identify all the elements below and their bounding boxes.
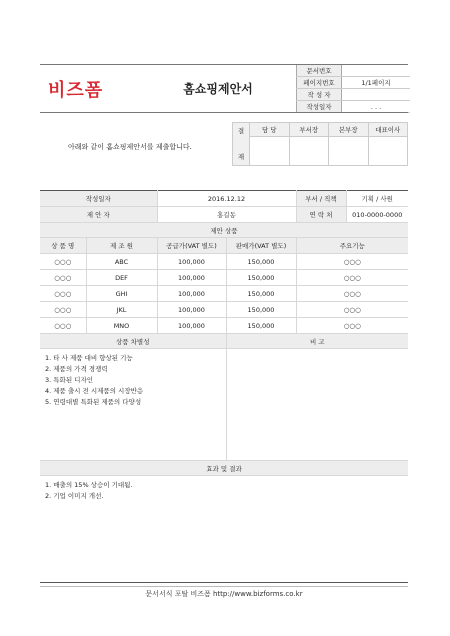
approval-sign-box[interactable]	[289, 137, 329, 166]
list-item: 5. 연령대별 특화된 제품의 다양성	[45, 398, 142, 406]
meta-value-author[interactable]	[342, 89, 411, 101]
product-name-cell[interactable]: ○○○	[40, 286, 86, 302]
effects-body-row	[40, 476, 408, 583]
approval-label-bottom: 재	[237, 152, 245, 161]
approval-table	[232, 122, 408, 166]
table-row	[40, 318, 408, 334]
approval-sign-box[interactable]	[250, 137, 290, 166]
main-function-cell[interactable]: ○○○	[296, 254, 408, 270]
meta-label: 문서번호	[297, 65, 342, 77]
manufacturer-cell[interactable]: GHI	[86, 286, 157, 302]
remarks-area[interactable]	[226, 349, 408, 461]
document-title: 홈쇼핑제안서	[183, 82, 253, 96]
sale-price-cell[interactable]: 150,000	[226, 318, 296, 334]
list-item: 1. 타 사 제품 대비 향상된 기능	[45, 354, 133, 362]
contact-value[interactable]: 010-0000-0000	[346, 207, 408, 223]
column-header: 제 조 원	[86, 238, 157, 254]
meta-label: 작 성 자	[297, 89, 342, 101]
manufacturer-cell[interactable]: DEF	[86, 270, 157, 286]
column-header: 주요기능	[296, 238, 408, 254]
list-item: 1. 매출의 15% 상승이 기대됨.	[45, 481, 133, 489]
supply-price-cell[interactable]: 100,000	[157, 270, 226, 286]
main-function-cell[interactable]: ○○○	[296, 302, 408, 318]
brand-logo: 비즈폼	[48, 80, 104, 101]
table-row	[40, 270, 408, 286]
supply-price-cell[interactable]: 100,000	[157, 254, 226, 270]
approval-role: 담 당	[250, 123, 290, 137]
header-bottom-rule	[40, 112, 408, 113]
dept-value[interactable]: 기획 / 사원	[346, 191, 408, 207]
products-section-title: 제안 상품	[40, 223, 408, 238]
section-header-row	[40, 461, 408, 476]
main-function-cell[interactable]: ○○○	[296, 270, 408, 286]
manufacturer-cell[interactable]: ABC	[86, 254, 157, 270]
product-name-cell[interactable]: ○○○	[40, 318, 86, 334]
list-item: 3. 특화된 디자인	[45, 376, 94, 384]
sale-price-cell[interactable]: 150,000	[226, 254, 296, 270]
meta-row-page-number	[297, 77, 411, 89]
main-function-cell[interactable]: ○○○	[296, 286, 408, 302]
intro-statement: 아래와 같이 홈쇼핑제안서를 제출합니다.	[68, 143, 192, 151]
column-header: 판매가(VAT 별도)	[226, 238, 296, 254]
supply-price-cell[interactable]: 100,000	[157, 302, 226, 318]
table-row	[40, 286, 408, 302]
approval-role: 본부장	[329, 123, 369, 137]
effects-list[interactable]	[40, 476, 408, 583]
list-item: 2. 제품의 가격 경쟁력	[45, 365, 108, 373]
approval-role: 부서장	[289, 123, 329, 137]
info-row	[40, 207, 408, 223]
meta-value-page-number[interactable]: 1/1페이지	[342, 77, 411, 89]
date-label: 작성일자	[40, 191, 157, 207]
product-name-cell[interactable]: ○○○	[40, 254, 86, 270]
date-value[interactable]: 2016.12.12	[157, 191, 296, 207]
meta-label: 페이지번호	[297, 77, 342, 89]
meta-value-date[interactable]: . . .	[342, 101, 411, 113]
footer-rule	[40, 586, 408, 587]
meta-row-date	[297, 101, 411, 113]
document-meta-table	[296, 65, 410, 113]
table-row	[40, 302, 408, 318]
differentiation-title: 상품 차별성	[40, 334, 226, 349]
proposer-value[interactable]: 홍길동	[157, 207, 296, 223]
list-item: 2. 기업 이미지 개선.	[45, 492, 104, 500]
products-header-row	[40, 238, 408, 254]
supply-price-cell[interactable]: 100,000	[157, 318, 226, 334]
table-row	[40, 254, 408, 270]
sale-price-cell[interactable]: 150,000	[226, 302, 296, 318]
sale-price-cell[interactable]: 150,000	[226, 270, 296, 286]
footer-text: 문서서식 포탈 비즈폼 http://www.bizforms.co.kr	[145, 590, 303, 598]
proposer-label: 제 안 자	[40, 207, 157, 223]
meta-value-doc-number[interactable]	[342, 65, 411, 77]
differentiation-list[interactable]	[40, 349, 226, 461]
list-item: 4. 제품 출시 전 시제품의 시장반응	[45, 387, 144, 395]
main-function-cell[interactable]: ○○○	[296, 318, 408, 334]
supply-price-cell[interactable]: 100,000	[157, 286, 226, 302]
section-header-row	[40, 223, 408, 238]
approval-sign-box[interactable]	[368, 137, 408, 166]
approval-role: 대표이사	[368, 123, 408, 137]
product-name-cell[interactable]: ○○○	[40, 270, 86, 286]
proposal-table	[40, 190, 408, 583]
column-header: 상 품 명	[40, 238, 86, 254]
manufacturer-cell[interactable]: JKL	[86, 302, 157, 318]
meta-label: 작성일자	[297, 101, 342, 113]
approval-label	[233, 123, 250, 166]
product-name-cell[interactable]: ○○○	[40, 302, 86, 318]
manufacturer-cell[interactable]: MNO	[86, 318, 157, 334]
meta-row-author	[297, 89, 411, 101]
differentiation-body-row	[40, 349, 408, 461]
dept-label: 부서 / 직책	[296, 191, 346, 207]
contact-label: 연 락 처	[296, 207, 346, 223]
approval-label-top: 결	[237, 126, 245, 135]
info-row	[40, 191, 408, 207]
effects-title: 효과 및 결과	[40, 461, 408, 476]
approval-sign-box[interactable]	[329, 137, 369, 166]
column-header: 공급가(VAT 별도)	[157, 238, 226, 254]
meta-row-doc-number	[297, 65, 411, 77]
remarks-title: 비 고	[226, 334, 408, 349]
sale-price-cell[interactable]: 150,000	[226, 286, 296, 302]
section-header-row	[40, 334, 408, 349]
